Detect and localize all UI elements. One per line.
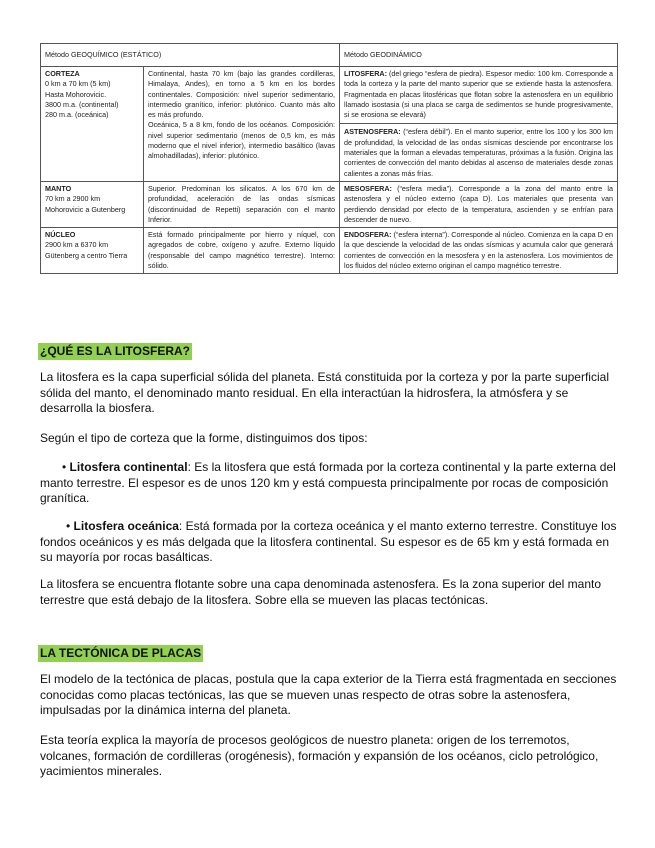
geodynamic-cell: [340, 181, 618, 227]
section-heading-litosfera: ¿QUÉ ES LA LITOSFERA?: [40, 344, 191, 358]
composition-cell: [144, 67, 340, 182]
geodynamic-cell: [340, 228, 618, 274]
row-title: MANTO: [45, 183, 72, 193]
bullet-marker: •: [62, 460, 70, 474]
composition-oceanic: Oceánica, 5 a 8 km, fondo de los océanos. Composición: nivel superior sedimentario (menos de 0,5 km, es más moderno que el nivel inferior), intermedio basáltico (lavas almohadilladas), inferior: plutónico.: [148, 120, 335, 161]
row-detail: 280 m.a. (oceánica): [45, 110, 109, 120]
row-title: CORTEZA: [45, 69, 80, 78]
bullet-text: : Está formada por la corteza oceánica y el manto externo terrestre. Constituye los fondos oceánicos y es más delgada que la litosfera continental. Su espesor es de 65 km y está formada en su mayoría por rocas basálticas.: [40, 519, 617, 565]
row-detail: 70 km a 2900 km: [45, 194, 101, 204]
paragraph: La litosfera es la capa superficial sólida del planeta. Está constituida por la corteza y por la parte superficial sólida del manto, el denominado manto residual. En ella interactúan la hidrosfera, la atmósfera y se desarrolla la biosfera.: [40, 370, 609, 416]
layer-description: (“esfera interna”). Corresponde al núcleo. Comienza en la capa D en la que desciende la velocidad de las ondas sísmicas y acumula calor que generará corrientes de convección en la mesosfera y en la astenosfera. Los movimientos de los fluidos del núcleo externo originan el campo magnético terrestre.: [344, 230, 613, 271]
row-nucleo: [41, 228, 618, 274]
layer-description: (del griego “esfera de piedra). Espesor medio: 100 km. Corresponde a toda la corteza y la parte del manto superior que se extiende hasta la astenosfera. Fragmentada en placas litosféricas que flotan sobre la astenosfera en un equilibrio llamado isostasia (si una placa se carga de sedimentos se hunde progresivamente, si se erosiona se elevará): [344, 69, 613, 120]
row-detail: 2900 km a 6370 km: [45, 240, 109, 250]
layer-term: MESOSFERA:: [344, 183, 392, 193]
geodynamic-cell: [340, 67, 618, 182]
row-manto: [41, 181, 618, 227]
layer-description: (“esfera débil”). En el manto superior, entre los 100 y los 300 km de profundidad, la velocidad de las ondas sísmicas desciende por encontrarse los materiales que la forman a elevadas temperaturas, próximas a la fusión. Origina las corrientes de convección del manto debidas al ascenso de materiales desde zonas calientes a zonas más frías.: [344, 127, 613, 178]
row-detail: Gütenberg a centro Tierra: [45, 250, 128, 260]
bullet-continental: [40, 460, 617, 507]
layer-description: (“esfera media”). Corresponde a la zona del manto entre la astenosfera y el núcleo externo (capa D). Los materiales que presenta van perdiendo densidad por efecto de la temperatura, ascienden y se enfrían para descender de nuevo.: [344, 183, 613, 224]
row-title: NÚCLEO: [45, 230, 76, 240]
earth-layers-table: [40, 43, 618, 274]
bullet-marker: •: [66, 519, 74, 533]
layer-term: LITOSFERA:: [344, 69, 387, 78]
bullet-term: Litosfera oceánica: [73, 519, 179, 533]
header-geodynamic: Método GEODINÁMICO: [340, 44, 618, 67]
paragraph: Según el tipo de corteza que la forme, distinguimos dos tipos:: [40, 431, 368, 445]
composition-text: Superior. Predominan los silicatos. A los 670 km de profundidad, aceleración de las ondas sísmicas (discontinuidad de Repetti) separación con el manto Inferior.: [148, 183, 335, 224]
paragraph: La litosfera se encuentra flotante sobre una capa denominada astenosfera. Es la zona superior del manto terrestre que está debajo de la litosfera. Sobre ella se mueven las placas tectónicas.: [40, 577, 602, 607]
row-name-cell: [41, 67, 144, 182]
composition-text: Está formado principalmente por hierro y níquel, con agregados de cobre, oxígeno y azufre. Externo líquido (responsable del campo magnético terrestre). Interno: sólido.: [148, 230, 335, 271]
bullet-term: Litosfera continental: [69, 460, 188, 474]
composition-continental: Continental, hasta 70 km (bajo las grandes cordilleras, Himalaya, Andes), en torno a 5 km en los bordes continentales. Composición: nivel superior sedimentario, intermedio granítico, inferior: plutónico. Cuanto más alto es más profundo.: [148, 69, 335, 120]
row-detail: Mohorovicic a Gutenberg: [45, 204, 126, 214]
layer-term: ASTENOSFERA:: [344, 127, 401, 137]
row-corteza: [41, 67, 618, 182]
composition-cell: [144, 228, 340, 274]
row-detail: Hasta Mohorovicic.: [45, 89, 107, 99]
row-detail: 0 km a 70 km (5 km): [45, 79, 111, 89]
row-name-cell: [41, 228, 144, 274]
composition-cell: [144, 181, 340, 227]
row-name-cell: [41, 181, 144, 227]
bullet-oceanic: [40, 519, 617, 566]
layer-term: ENDOSFERA:: [344, 230, 392, 240]
paragraph: Esta teoría explica la mayoría de procesos geológicos de nuestro planeta: origen de los terremotos, volcanes, formación de cordilleras (orogénesis), formación y expansión de los océanos, ciclo petrológico, yacimientos minerales.: [40, 733, 599, 779]
header-geochemical: Método GEOQUÍMICO (ESTÁTICO): [41, 44, 340, 67]
section-heading-tectonica: LA TECTÓNICA DE PLACAS: [40, 646, 202, 660]
bullet-text: : Es la litosfera que está formada por la corteza continental y la parte externa del manto terrestre. El espesor es de unos 120 km y está compuesta principalmente por rocas de composición granítica.: [40, 460, 616, 506]
paragraph: El modelo de la tectónica de placas, postula que la capa exterior de la Tierra está fragmentada en secciones conocidas como placas tectónicas, las que se mueven unas respecto de otras sobre la astenosfera, impulsadas por la dinámica interna del planeta.: [40, 672, 617, 718]
row-detail: 3800 m.a. (continental): [45, 99, 119, 109]
